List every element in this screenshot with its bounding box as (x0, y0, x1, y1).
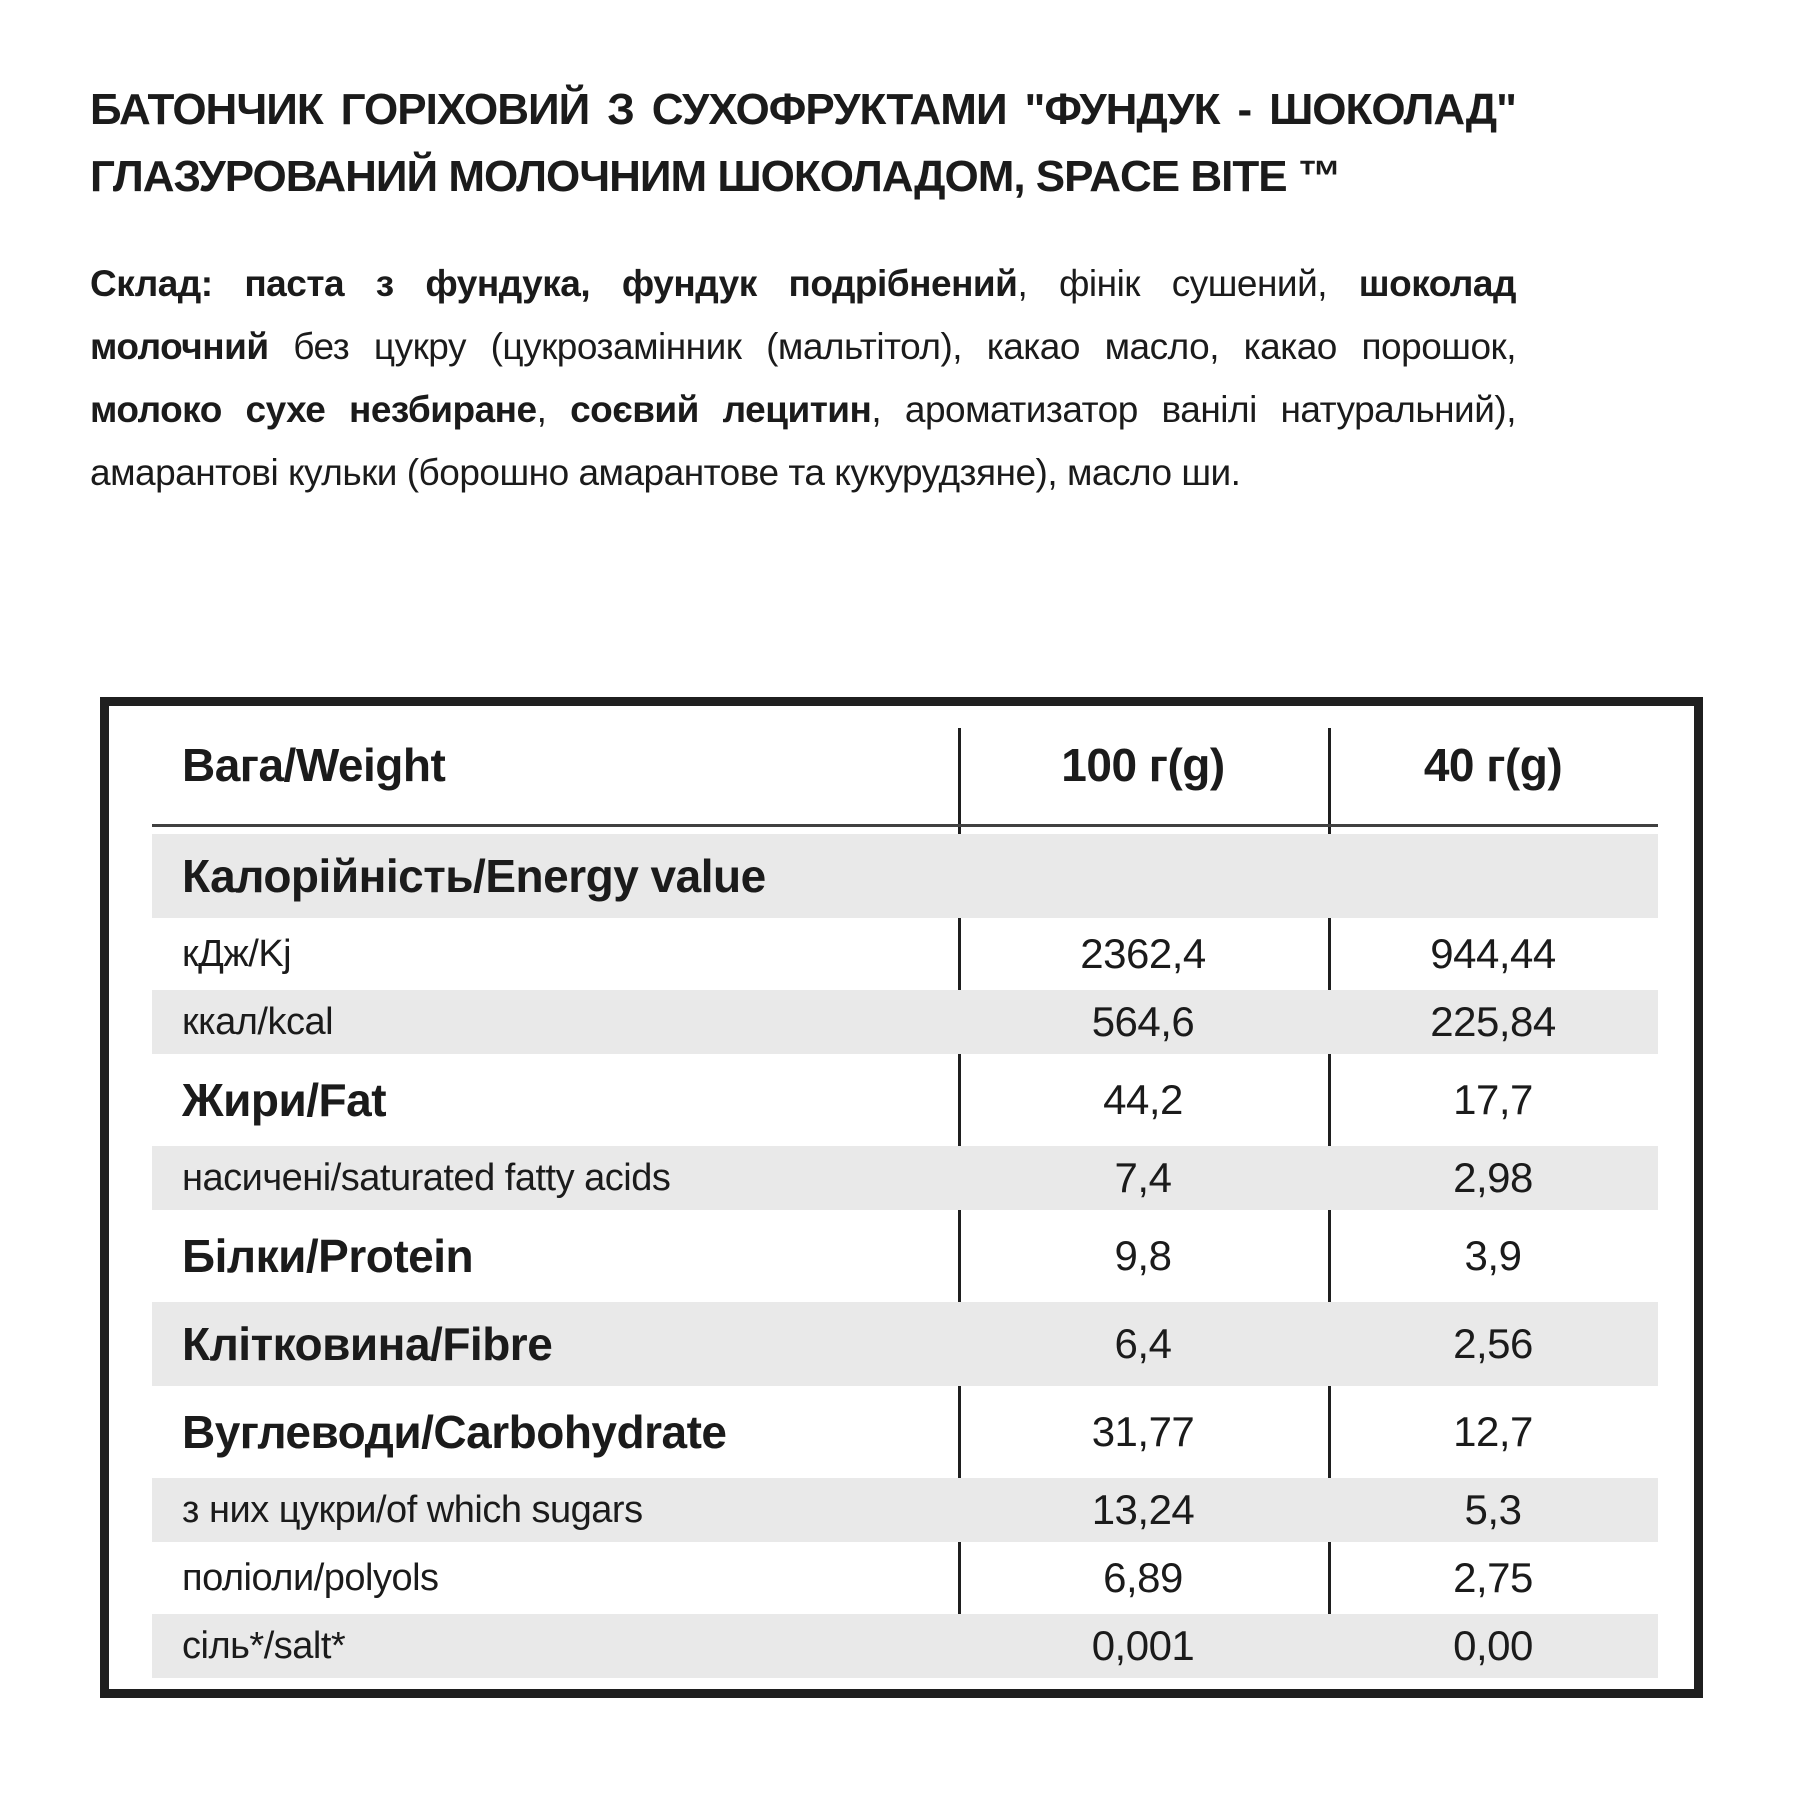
table-row (152, 1214, 1658, 1298)
ingredients-line (90, 315, 1516, 378)
ingredient-emphasized: молоко сухе незбиране (90, 389, 537, 430)
table-row (152, 1390, 1658, 1474)
table-row (152, 834, 1658, 918)
table-row (152, 922, 1658, 986)
row-value-100g: 564,6 (1091, 998, 1195, 1045)
ingredients-line (90, 252, 1516, 315)
header-col-100g: 100 г(g) (1061, 739, 1225, 791)
row-value-100g: 44,2 (1103, 1076, 1183, 1123)
table-row (152, 1614, 1658, 1678)
row-value-100g: 0,001 (1091, 1622, 1195, 1669)
ingredient-text: , ароматизатор ванілі натуральний), (871, 389, 1516, 430)
header-divider-rule (152, 824, 1658, 827)
row-value-40g: 2,98 (1453, 1154, 1533, 1201)
row-label: Вуглеводи/Carbohydrate (182, 1406, 727, 1458)
row-value-40g: 12,7 (1453, 1408, 1533, 1455)
ingredients-line (90, 441, 1516, 504)
row-label: ккал/kcal (182, 1000, 334, 1043)
row-value-100g: 7,4 (1114, 1154, 1172, 1201)
table-row (152, 1146, 1658, 1210)
row-value-40g: 0,00 (1453, 1622, 1533, 1669)
ingredients-line (90, 378, 1516, 441)
row-value-40g: 2,56 (1453, 1320, 1533, 1367)
row-value-100g: 2362,4 (1080, 930, 1206, 977)
table-row (152, 1546, 1658, 1610)
product-title-line2: ГЛАЗУРОВАНИЙ МОЛОЧНИМ ШОКОЛАДОМ, SPACE BITE ™ (90, 152, 1341, 201)
product-title (90, 76, 1516, 210)
table-row (152, 1058, 1658, 1142)
row-value-40g: 944,44 (1430, 930, 1556, 977)
ingredient-text: без цукру (цукрозамінник (мальтітол), какао масло, какао порошок, (268, 326, 1516, 367)
row-label: з них цукри/of which sugars (182, 1488, 643, 1531)
nutrition-table-content (152, 706, 1658, 1682)
row-value-40g: 225,84 (1430, 998, 1556, 1045)
row-label: Калорійність/Energy value (182, 850, 766, 902)
ingredient-text: , фінік сушений, (1017, 263, 1359, 304)
nutrition-table (100, 697, 1703, 1698)
ingredient-emphasized: молочний (90, 326, 269, 367)
row-label: Жири/Fat (182, 1074, 387, 1126)
table-row (152, 990, 1658, 1054)
row-value-100g: 9,8 (1114, 1232, 1172, 1279)
row-value-40g: 2,75 (1453, 1554, 1533, 1601)
ingredient-text: амарантові кульки (борошно амарантове та кукурудзяне), масло ши. (90, 452, 1241, 493)
row-value-40g: 17,7 (1453, 1076, 1533, 1123)
row-value-100g: 6,89 (1103, 1554, 1183, 1601)
row-label: Білки/Protein (182, 1230, 474, 1282)
row-value-100g: 13,24 (1091, 1486, 1195, 1533)
row-value-100g: 6,4 (1114, 1320, 1172, 1367)
row-label: кДж/Kj (182, 932, 292, 975)
ingredient-emphasized: шоколад (1358, 263, 1516, 304)
row-label: насичені/saturated fatty acids (182, 1156, 671, 1199)
row-label: поліоли/polyols (182, 1556, 439, 1599)
table-row (152, 1478, 1658, 1542)
table-row (152, 1302, 1658, 1386)
ingredient-emphasized: Склад: паста з фундука, фундук подрібнений (90, 263, 1018, 304)
ingredient-text: , (536, 389, 571, 430)
header-weight-label: Вага/Weight (182, 739, 446, 791)
ingredient-emphasized: соєвий лецитин (570, 389, 872, 430)
header-col-40g: 40 г(g) (1423, 739, 1563, 791)
nutrition-rows (152, 834, 1658, 1678)
row-label: Клітковина/Fibre (182, 1318, 553, 1370)
row-value-40g: 3,9 (1464, 1232, 1522, 1279)
product-title-line1: БАТОНЧИК ГОРІХОВИЙ З СУХОФРУКТАМИ "ФУНДУК - ШОКОЛАД" (90, 85, 1516, 134)
ingredients-paragraph (90, 252, 1516, 504)
row-value-40g: 5,3 (1464, 1486, 1522, 1533)
row-value-100g: 31,77 (1091, 1408, 1195, 1455)
row-label: сіль*/salt* (182, 1624, 346, 1667)
nutrition-table-header (152, 706, 1658, 824)
